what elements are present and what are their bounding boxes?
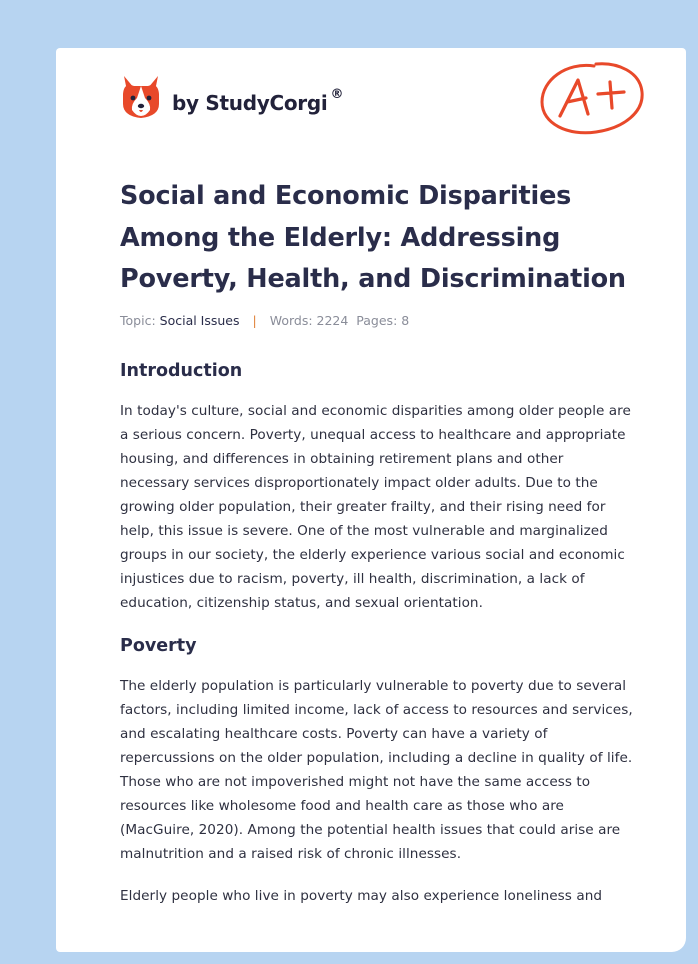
word-count: Words: 2224 — [269, 312, 349, 328]
grade-text: A+ — [536, 58, 538, 59]
meta-separator: | — [252, 312, 257, 328]
topic-link[interactable]: Social Issues — [159, 312, 240, 328]
brand-logo[interactable] — [120, 74, 343, 120]
page-count: Pages: 8 — [356, 312, 410, 328]
paragraph: The elderly population is particularly vulnerable to poverty due to several factors, including limited income, lack of access to resources and services, and escalating healthcare costs. Poverty can have a variety of repercussions on the older population, including a decline in quality of life. Those who are not impoverished might not have the same access to resources like wholesome food and health care as those who are (MacGuire, 2020). Among the potential health issues that could arise are malnutrition and a raised risk of chronic illnesses. — [120, 677, 633, 862]
section-poverty — [120, 634, 635, 908]
brand-name: by StudyCorgi ® — [172, 87, 344, 115]
paragraph: Elderly people who live in poverty may also experience loneliness and — [120, 887, 603, 904]
section-heading: Poverty — [120, 635, 197, 656]
document-title: Social and Economic Disparities Among the Elderly: Addressing Poverty, Health, and Discrimination — [120, 181, 626, 294]
section-introduction — [120, 359, 635, 615]
topic-label: Topic: — [120, 312, 156, 328]
paragraph: In today's culture, social and economic disparities among older people are a serious concern. Poverty, unequal access to healthcare and appropriate housing, and differences in obtaining retirement plans and other necessary services disproportionately impact older adults. Due to the growing older population, their greater frailty, and their rising need for help, this issue is severe. One of the most vulnerable and marginalized groups in our society, the elderly experience various social and economic injustices due to racism, poverty, ill health, discrimination, a lack of education, citizenship status, and sexual orientation. — [120, 402, 631, 611]
grade-a-plus-badge — [536, 58, 648, 140]
document-meta — [120, 313, 635, 328]
corgi-logo-icon — [120, 74, 162, 120]
document-page — [56, 48, 686, 952]
registered-mark: ® — [330, 87, 344, 102]
article — [120, 176, 635, 908]
page-header — [56, 48, 686, 168]
section-heading: Introduction — [120, 360, 243, 381]
